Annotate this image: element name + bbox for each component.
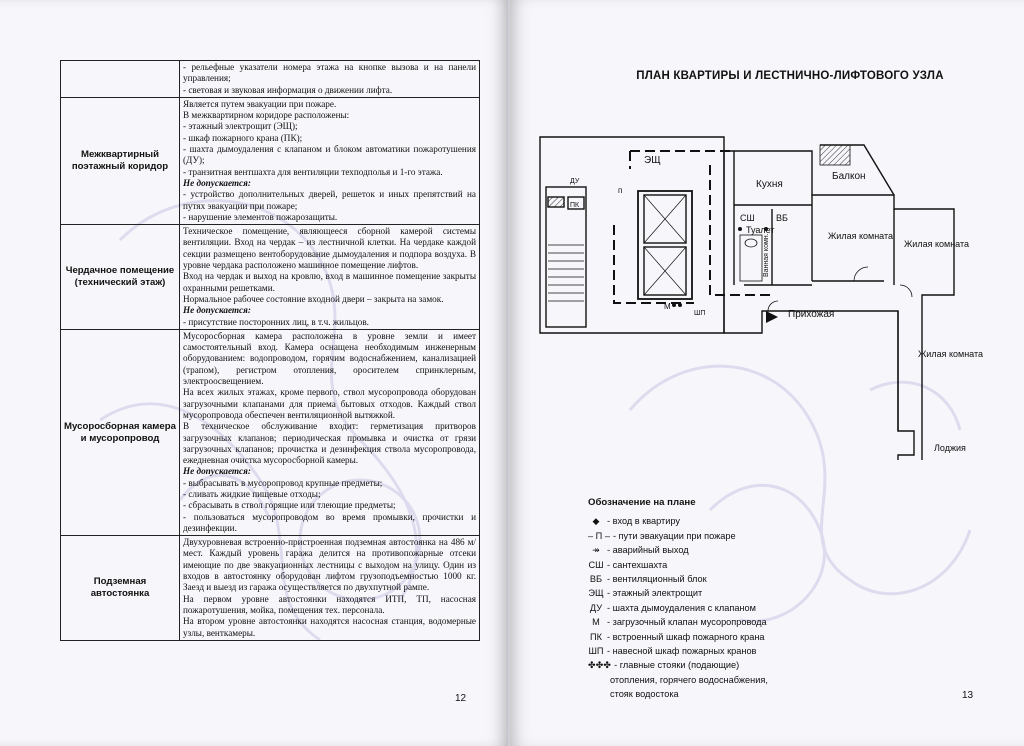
legend-text: - главные стояки (подающие) <box>614 660 740 671</box>
legend-symbol: ДУ <box>589 602 603 613</box>
floor-plan <box>534 125 989 460</box>
section-text: На первом уровне автостоянки находятся ИТП, ТП, насосная пожаротушения, мойка, помещения тех. персонала. <box>183 593 476 615</box>
legend-item <box>588 601 918 615</box>
section-body <box>180 61 480 98</box>
section-text: - сливать жидкие пищевые отходы; <box>183 488 321 499</box>
legend-item <box>588 586 918 600</box>
section-text: Нормальное рабочее состояние входной двери – закрыта на замок. <box>183 293 444 304</box>
legend-continuation: стояк водостока <box>610 689 679 700</box>
section-text: - рельефные указатели номера этажа на кнопке вызова и на панели управления; <box>183 62 476 84</box>
legend-symbol: СШ <box>588 559 604 570</box>
legend-item <box>588 558 918 572</box>
legend-item <box>588 630 918 644</box>
label-room-2: Жилая комната <box>904 239 970 249</box>
section-text: - световая и звуковая информация о движении лифта. <box>183 84 393 95</box>
section-row <box>61 97 480 224</box>
page-number-right: 13 <box>962 690 974 701</box>
section-text: - присутствие посторонних лиц, в т.ч. жильцов. <box>183 316 369 327</box>
legend-text: - вентиляционный блок <box>607 574 707 585</box>
section-row <box>61 61 480 98</box>
section-text: На всех жилых этажах, кроме первого, ствол мусоропровода оборудован загрузочными клапанами для приема бытовых отходов. Каждый ствол мусоропровода обеспечен вентиляционной вытяжкой. <box>183 387 476 420</box>
section-label <box>61 61 180 98</box>
section-row <box>61 225 480 330</box>
legend-item <box>588 529 918 543</box>
section-text: - шахта дымоудаления с клапаном и блоком автоматики пожаротушения (ДУ); <box>183 144 476 166</box>
page-number-left: 12 <box>455 693 467 704</box>
prohibited-heading: Не допускается: <box>183 177 251 188</box>
label-room-1: Жилая комната <box>828 231 894 241</box>
legend-item <box>588 514 918 528</box>
legend-text: - сантехшахта <box>607 559 668 570</box>
label-hall: Прихожая <box>788 309 835 320</box>
legend-text: - загрузочный клапан мусоропровода <box>607 617 767 628</box>
section-body <box>180 225 480 330</box>
section-body <box>180 329 480 535</box>
legend-text: - встроенный шкаф пожарного крана <box>607 631 765 642</box>
section-body <box>180 536 480 641</box>
entry-marker <box>766 311 778 323</box>
label-vb: ВБ <box>776 213 788 223</box>
label-bath: Ванная комн. <box>763 233 770 277</box>
label-balcony: Балкон <box>832 171 866 182</box>
legend-item <box>588 572 918 586</box>
legend-symbol: ШП <box>588 646 604 657</box>
legend-symbol: ПК <box>590 631 602 642</box>
section-text: Является путем эвакуации при пожаре. <box>183 98 337 109</box>
prohibited-heading: Не допускается: <box>183 305 251 316</box>
legend-symbol: ↠ <box>592 545 600 556</box>
section-row <box>61 536 480 641</box>
label-room-3: Жилая комната <box>918 349 984 359</box>
section-text: - сбрасывать в ствол горящие или тлеющие предметы; <box>183 500 396 511</box>
label-p: п <box>618 186 623 195</box>
legend-text: - навесной шкаф пожарных кранов <box>607 646 757 657</box>
legend-text: - этажный электрощит <box>607 588 703 599</box>
section-text: В техническое обслуживание входит: герметизация притворов загрузочных клапанов; периодическая промывка и очистка от грязи загрузочных клапанов; прочистка и дезинфекция ствола мусоропровода, ежедневная очистка мусоросборной камеры. <box>183 421 476 466</box>
label-kitchen: Кухня <box>756 179 783 190</box>
label-eshch: ЭЩ <box>644 155 661 166</box>
legend-symbol: – П – <box>588 530 610 541</box>
section-text: Техническое помещение, являющееся сборной камерой системы вентиляции. Вход на чердак – из лестничной клетки. На чердаке каждой секции размещено вентоборудование дымоудаления и подпора воздуха. В уровне чердака расположено машинное помещение лифтов. <box>183 226 476 271</box>
legend-symbol: ЭЩ <box>588 588 604 599</box>
legend-title: Обозначение на плане <box>588 497 696 508</box>
stair-block <box>546 187 586 327</box>
section-label: Чердачное помещение (технический этаж) <box>61 225 180 330</box>
section-text: - пользоваться мусоропроводом во время промывки, прочистки и дезинфекции. <box>183 511 476 533</box>
label-du: ДУ <box>570 178 580 185</box>
left-page <box>0 0 508 746</box>
section-text: На втором уровне автостоянки находятся насосная станция, водомерные узлы, венткамеры. <box>183 616 476 638</box>
section-label: Межквартирный поэтажный коридор <box>61 97 180 224</box>
legend-symbol: М <box>592 617 600 628</box>
section-row <box>61 329 480 535</box>
right-page <box>510 0 1024 746</box>
label-m: М <box>664 302 671 311</box>
section-body <box>180 97 480 224</box>
legend-text: - аварийный выход <box>607 545 689 556</box>
section-text: - устройство дополнительных дверей, решеток и иных препятствий на путях эвакуации при пожаре; <box>183 189 476 211</box>
plan-title: ПЛАН КВАРТИРЫ И ЛЕСТНИЧНО-ЛИФТОВОГО УЗЛА <box>636 70 944 82</box>
sections-table <box>60 60 480 641</box>
section-text: Двухуровневая встроенно-пристроенная подземная автостоянка на 486 м/мест. Каждый уровень гаража делится на противопожарные отсеки имеющие по две эвакуационных лестницы с выходом на улицу. Один из входов в автостоянку оборудован лифтом грузоподъемностью 1000 кг. Заезд и выезд из гаража осуществляется по двухпутной рампе. <box>183 537 476 593</box>
section-text: Мусоросборная камера расположена в уровне земли и имеет самостоятельный вход. Камера оснащена необходимым инженерным оборудованием: водопроводом, горячим водоснабжением, канализацией (трапом), регистром отопления, оросителем спринклерным, электроосвещением. <box>183 330 476 387</box>
label-loggia: Лоджия <box>934 443 966 453</box>
section-text: - нарушение элементов пожарозащиты. <box>183 211 338 222</box>
legend-text: - вход в квартиру <box>607 516 680 527</box>
plan-legend <box>588 496 918 702</box>
section-text: В межквартирном коридоре расположены: <box>183 110 350 121</box>
label-ssh: СШ <box>740 213 755 223</box>
legend-symbol: ◆ <box>592 516 600 527</box>
legend-text: - шахта дымоудаления с клапаном <box>607 602 756 613</box>
section-text: - выбрасывать в мусоропровод крупные предметы; <box>183 477 383 488</box>
legend-item <box>588 615 918 629</box>
section-text: - этажный электрощит (ЭЩ); <box>183 121 298 132</box>
legend-item <box>588 543 918 557</box>
legend-symbol: ✤✤✤ <box>588 660 612 671</box>
legend-symbol: ВБ <box>589 574 603 585</box>
legend-item <box>588 658 918 672</box>
section-label: Мусоросборная камера и мусоропровод <box>61 329 180 535</box>
label-toilet: Туалет <box>746 225 775 235</box>
apartment-outline <box>724 151 954 460</box>
legend-text: - пути эвакуации при пожаре <box>612 530 736 541</box>
prohibited-heading: Не допускается: <box>183 466 251 477</box>
section-text: Вход на чердак и выход на кровлю, вход в машинное помещение закрыты охранными решетками. <box>183 271 476 293</box>
label-pk: ПК <box>570 202 580 209</box>
label-shp: ШП <box>694 310 706 317</box>
section-text: - транзитная вентшахта для вентиляции техподполья и 1-го этажа. <box>183 166 443 177</box>
section-text: - шкаф пожарного крана (ПК); <box>183 132 303 143</box>
legend-item <box>588 644 918 658</box>
section-label: Подземная автостоянка <box>61 536 180 641</box>
legend-continuation: отопления, горячего водоснабжения, <box>610 674 768 685</box>
